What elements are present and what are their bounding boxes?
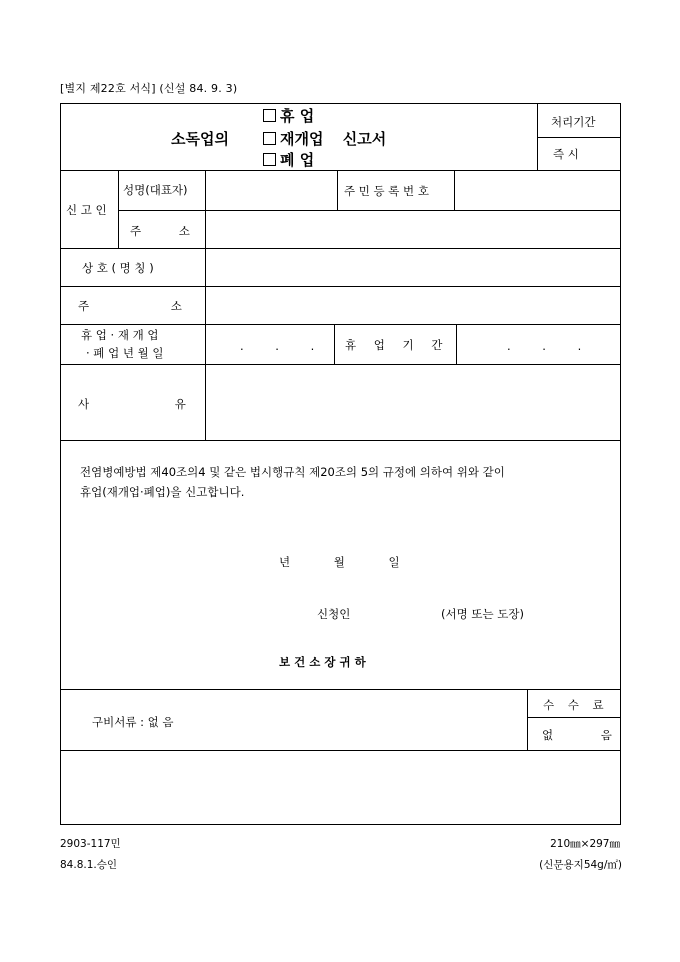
divider [537,137,621,138]
divider [60,440,621,441]
divider [537,103,538,170]
divider [334,324,335,364]
declaration-date: 년 월 일 [279,555,400,569]
approval-date: 84.8.1.승인 [60,859,118,871]
form-number: 2903-117민 [60,838,121,850]
processing-value: 즉 시 [553,147,579,161]
date-field[interactable]: . . . [240,339,315,353]
business-name-label: 상 호 ( 명 칭 ) [82,261,154,275]
divider [60,689,621,690]
checkbox-suspend[interactable] [263,109,276,122]
fee-value: 없 음 [542,728,612,742]
applicant-name-field[interactable] [206,171,336,209]
remarks-area[interactable] [61,751,620,824]
period-label: 휴 업 기 간 [345,338,443,352]
business-address-field[interactable] [206,287,620,323]
checkbox-close[interactable] [263,153,276,166]
form-caption: [별지 제22호 서식] (신설 84. 9. 3) [60,82,238,95]
title-option-close: 폐 업 [263,149,314,170]
applicant-group-label: 신 고 인 [66,203,107,217]
signature-note: (서명 또는 도장) [441,607,524,621]
applicant-address-label: 주 소 [130,224,190,238]
period-field[interactable]: . . . [507,339,582,353]
title-option-reopen: 재개업 신고서 [263,128,386,149]
fee-label: 수 수 료 [543,698,604,712]
divider [118,170,119,248]
checkbox-reopen[interactable] [263,132,276,145]
title-prefix: 소독업의 [171,130,229,148]
divider [527,689,528,750]
rrn-field[interactable] [455,171,620,209]
applicant-address-field[interactable] [206,211,620,247]
divider [527,717,621,718]
applicant-name-label: 성명(대표자) [123,183,188,197]
processing-label: 처리기간 [551,115,596,129]
addressee: 보 건 소 장 귀 하 [279,655,366,669]
paper-type: (신문용지54g/㎡) [539,859,622,871]
divider [60,324,621,325]
business-name-field[interactable] [206,249,620,285]
date-row-label-line1: 휴 업 · 재 개 업 [81,328,159,342]
rrn-label: 주 민 등 록 번 호 [344,184,429,198]
title-suffix: 신고서 [342,130,387,148]
paper-size: 210㎜×297㎜ [550,838,620,850]
date-row-label-line2: · 폐 업 년 월 일 [86,346,164,360]
divider [337,170,338,210]
attachments-label: 구비서류 : 없 음 [92,715,174,729]
declaration-text-line2: 휴업(재개업·폐업)을 신고합니다. [80,485,245,499]
declaration-text-line1: 전염병예방법 제40조의4 및 같은 법시행규칙 제20조의 5의 규정에 의하여 위와 같이 [80,465,505,479]
reason-label: 사 유 [78,397,186,411]
applicant-signature-label: 신청인 [317,607,351,621]
business-address-label: 주 소 [78,299,182,313]
title-option-suspend: 휴 업 [263,105,314,126]
divider [456,324,457,364]
reason-field[interactable] [206,365,620,439]
